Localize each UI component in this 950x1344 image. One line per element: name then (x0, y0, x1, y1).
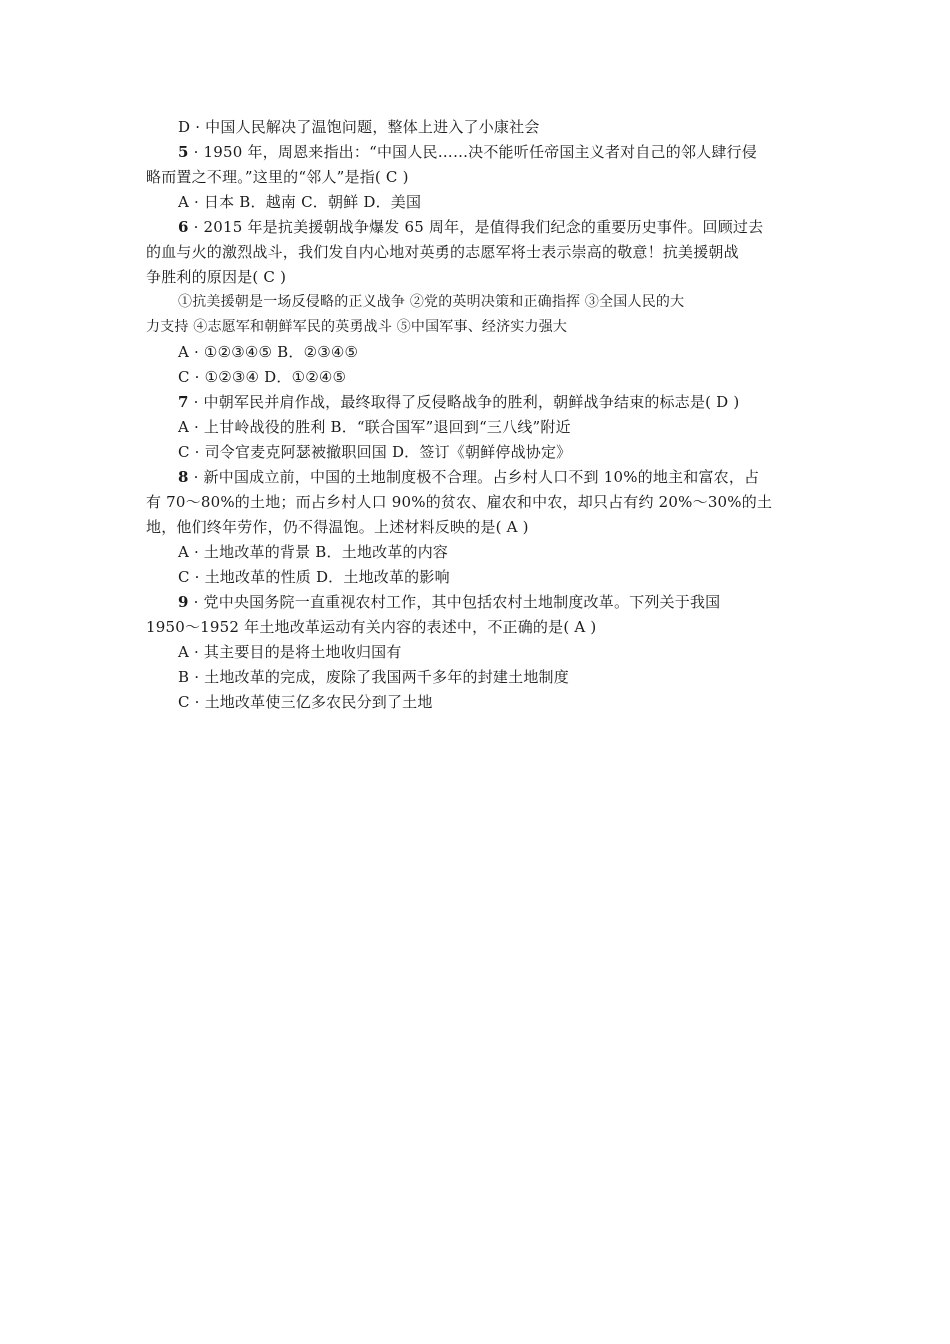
text-line (146, 465, 808, 490)
text-line (146, 290, 808, 315)
text-line (146, 390, 808, 415)
line-text: 略而置之不理。”这里的“邻人”是指( C ) (146, 168, 409, 186)
line-text: · 新中国成立前，中国的土地制度极不合理。占乡村人口不到 10%的地主和富农，占 (188, 468, 760, 486)
line-text: A · 上甘岭战役的胜利 B．“联合国军”退回到“三八线”附近 (178, 418, 571, 436)
text-line (146, 665, 808, 690)
text-line (146, 415, 808, 440)
line-text: 争胜利的原因是( C ) (146, 268, 287, 286)
line-text: B · 土地改革的完成，废除了我国两千多年的封建土地制度 (178, 668, 569, 686)
text-line (146, 615, 808, 640)
text-line (146, 365, 808, 390)
line-text: C · ①②③④ D．①②④⑤ (178, 368, 347, 386)
text-line (146, 190, 808, 215)
document-body (146, 115, 808, 715)
text-line (146, 440, 808, 465)
text-line (146, 315, 808, 340)
line-text: C · 土地改革使三亿多农民分到了土地 (178, 693, 433, 711)
text-line (146, 515, 808, 540)
line-text: D · 中国人民解决了温饱问题，整体上进入了小康社会 (178, 118, 540, 136)
question-number: 9 (178, 593, 189, 611)
text-line (146, 140, 808, 165)
line-text: 的血与火的激烈战斗，我们发自内心地对英勇的志愿军将士表示崇高的敬意！抗美援朝战 (146, 243, 739, 261)
question-number: 6 (178, 218, 189, 236)
question-number: 8 (178, 468, 189, 486)
text-line (146, 165, 808, 190)
line-text: · 中朝军民并肩作战，最终取得了反侵略战争的胜利，朝鲜战争结束的标志是( D ) (188, 393, 740, 411)
text-line (146, 215, 808, 240)
line-text: 地，他们终年劳作，仍不得温饱。上述材料反映的是( A ) (146, 518, 529, 536)
line-text: 有 70～80%的土地；而占乡村人口 90%的贫农、雇农和中农，却只占有约 20%～30%的土 (146, 493, 773, 511)
text-line (146, 590, 808, 615)
text-line (146, 690, 808, 715)
text-line (146, 340, 808, 365)
text-line (146, 540, 808, 565)
line-text: ①抗美援朝是一场反侵略的正义战争 ②党的英明决策和正确指挥 ③全国人民的大 (178, 294, 685, 310)
text-line (146, 265, 808, 290)
line-text: · 2015 年是抗美援朝战争爆发 65 周年，是值得我们纪念的重要历史事件。回顾过去 (188, 218, 764, 236)
text-line (146, 565, 808, 590)
line-text: C · 土地改革的性质 D．土地改革的影响 (178, 568, 450, 586)
line-text: A · 土地改革的背景 B．土地改革的内容 (178, 543, 449, 561)
line-text: · 1950 年，周恩来指出：“中国人民……决不能听任帝国主义者对自己的邻人肆行侵 (188, 143, 757, 161)
text-line (146, 640, 808, 665)
text-line (146, 115, 808, 140)
line-text: A · 日本 B．越南 C．朝鲜 D．美国 (178, 193, 422, 211)
line-text: · 党中央国务院一直重视农村工作，其中包括农村土地制度改革。下列关于我国 (188, 593, 721, 611)
line-text: A · ①②③④⑤ B．②③④⑤ (178, 343, 359, 361)
question-number: 7 (178, 393, 189, 411)
question-number: 5 (178, 143, 189, 161)
line-text: 1950～1952 年土地改革运动有关内容的表述中，不正确的是( A ) (146, 618, 597, 636)
line-text: C · 司令官麦克阿瑟被撤职回国 D．签订《朝鲜停战协定》 (178, 443, 572, 461)
line-text: 力支持 ④志愿军和朝鲜军民的英勇战斗 ⑤中国军事、经济实力强大 (146, 319, 568, 335)
text-line (146, 240, 808, 265)
text-line (146, 490, 808, 515)
line-text: A · 其主要目的是将土地收归国有 (178, 643, 402, 661)
